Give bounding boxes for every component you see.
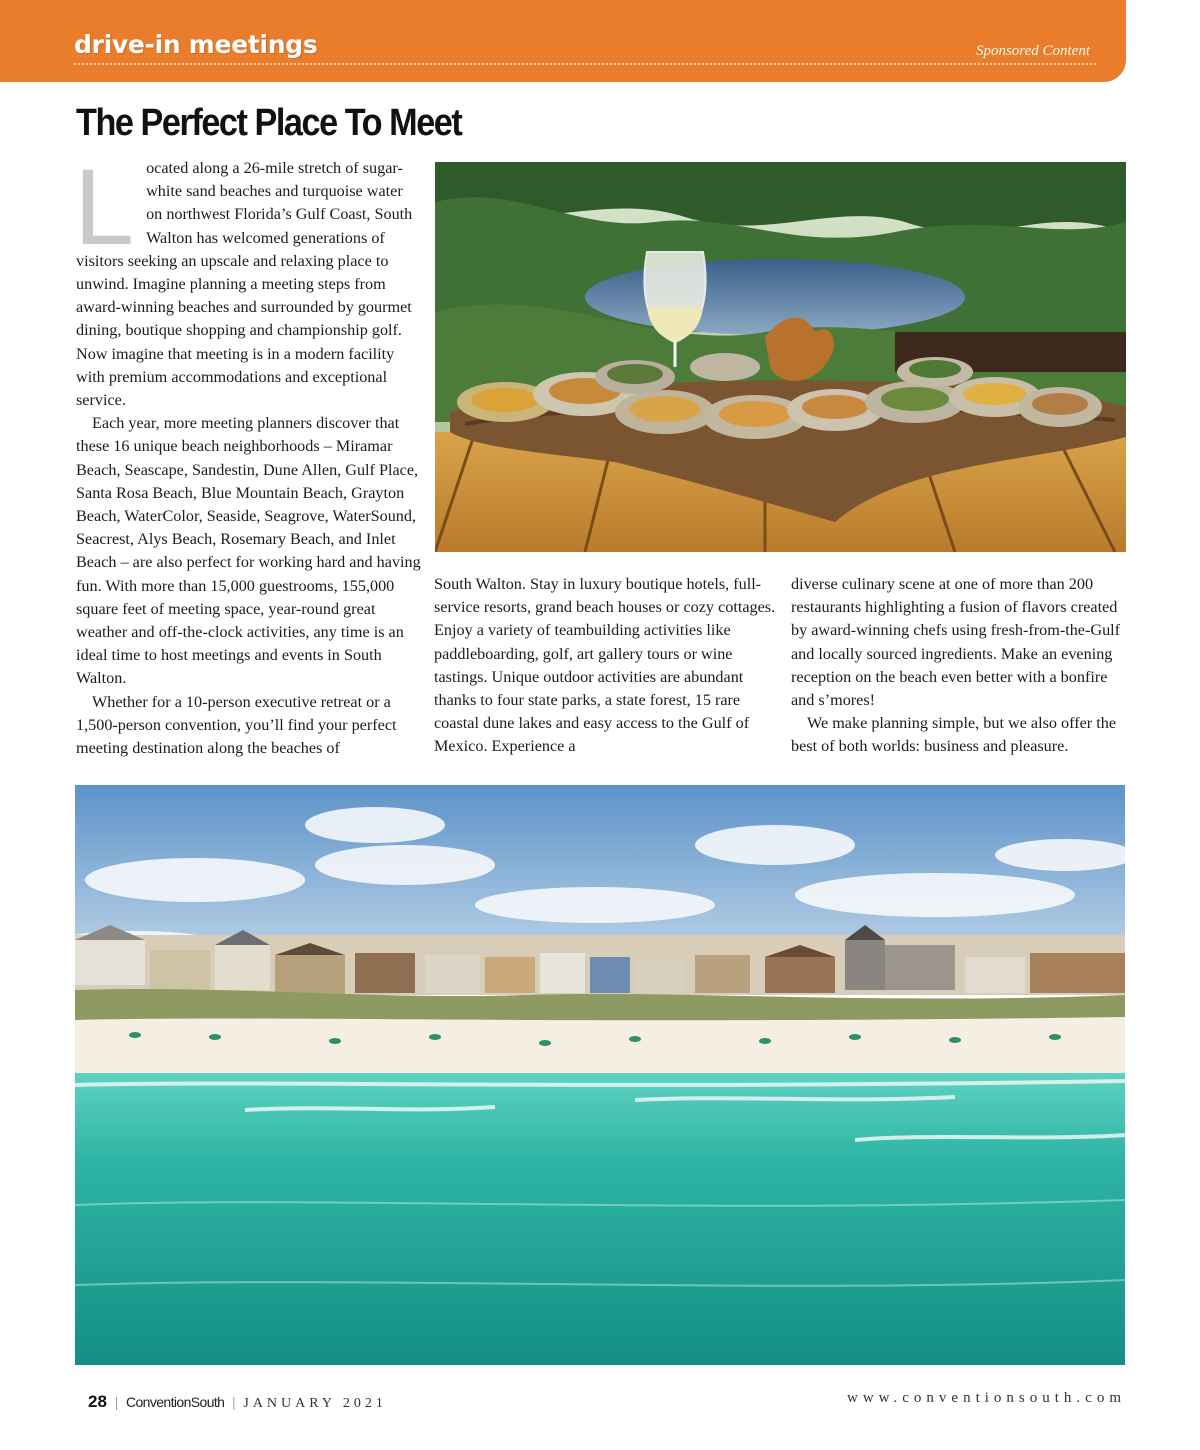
article-paragraph: Each year, more meeting planners discover that these 16 unique beach neighborhoods – Miramar Beach, Seascape, Sandestin, Dune Allen, Gulf Place, Santa Rosa Beach, Blue Mountain Beach, Grayton Beach, WaterColor, Seaside, Seagrove, WaterSound, Seacrest, Alys Beach, Rosemary Beach, and Inlet Beach – are also perfect for working hard and having fun. With more than 15,000 guestrooms, 155,000 square feet of meeting space, year-round great weather and off-the-clock activities, any time is an ideal time to host meetings and events in South Walton. (76, 414, 421, 688)
footer-separator: | (114, 1395, 118, 1411)
article-column-1 (74, 146, 421, 760)
drop-cap: L (74, 146, 135, 267)
header-dotted-rule (74, 63, 1096, 65)
magazine-name: ConventionSouth (125, 1394, 225, 1410)
website-url: www.conventionsouth.com (846, 1390, 1126, 1406)
beach-aerial-photo (75, 785, 1125, 1365)
issue-date: JANUARY 2021 (243, 1396, 387, 1411)
article-column-2 (434, 573, 776, 759)
article-headline: The Perfect Place To Meet (76, 102, 462, 144)
article-paragraph: Whether for a 10-person executive retreat or a 1,500-person convention, you’ll find your perfect meeting destination along the beaches of (76, 692, 397, 758)
page-number: 28 (88, 1392, 107, 1411)
article-paragraph: We make planning simple, but we also offer the best of both worlds: business and pleasure. (791, 714, 1117, 756)
article-paragraph: South Walton. Stay in luxury boutique hotels, full-service resorts, grand beach houses or cozy cottages. Enjoy a variety of teambuilding activities like paddleboarding, golf, art gallery tours or wine tastings. Unique outdoor activities are abundant thanks to four state parks, a state forest, 15 rare coastal dune lakes and easy access to the Gulf of Mexico. Experience a (434, 575, 776, 756)
page-footer (88, 1392, 387, 1412)
article-column-3 (791, 573, 1131, 759)
article-paragraph: diverse culinary scene at one of more than 200 restaurants highlighting a fusion of flavors created by award-winning chefs using fresh-from-the-Gulf and locally sourced ingredients. Make an evening reception on the beach even better with a bonfire and s’mores! (791, 575, 1121, 710)
paragraph-text: ocated along a 26-mile stretch of sugar-white sand beaches and turquoise water on northwest Florida’s Gulf Coast, South Walton has welcomed generations of visitors seeking an upscale and relaxing place to unwind. Imagine planning a meeting steps from award-winning beaches and surrounded by gourmet dining, boutique shopping and championship golf. Now imagine that meeting is in a modern facility with premium accommodations and exceptional service. (76, 159, 413, 410)
footer-separator: | (232, 1395, 236, 1411)
sponsored-label: Sponsored Content (975, 43, 1090, 59)
article-paragraph (74, 146, 421, 412)
oyster-platter-photo (435, 162, 1126, 552)
section-title: drive-in meetings (74, 30, 318, 59)
